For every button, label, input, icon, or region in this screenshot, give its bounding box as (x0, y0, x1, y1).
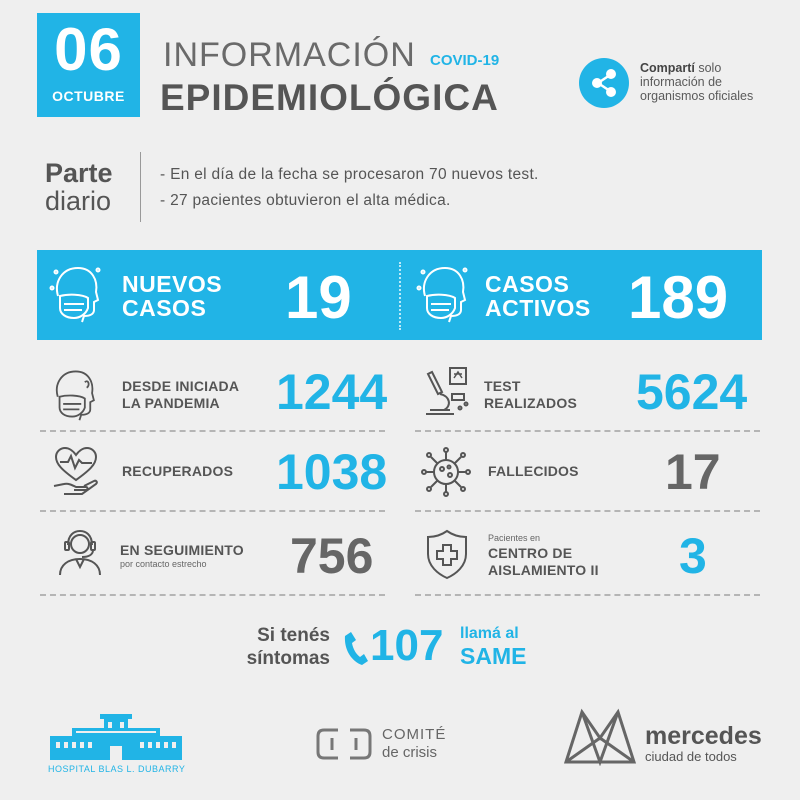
seguimiento-label: EN SEGUIMIENTO (120, 542, 244, 558)
test-line2: REALIZADOS (484, 395, 577, 411)
activos-line2: ACTIVOS (485, 295, 591, 321)
aislamiento-line2: AISLAMIENTO II (488, 562, 599, 578)
recuperados-label: RECUPERADOS (122, 463, 234, 479)
title-line2: EPIDEMIOLÓGICA (160, 77, 499, 118)
pandemia-line1: DESDE INICIADA (122, 378, 240, 394)
date-day: 06 (54, 16, 123, 83)
recuperados-value: 1038 (276, 444, 388, 500)
nuevos-label (122, 272, 222, 320)
activos-value: 189 (628, 264, 729, 331)
heart-hand-icon (52, 446, 100, 503)
row-divider (40, 430, 385, 432)
seguimiento-value: 756 (290, 528, 374, 584)
banner-divider (399, 262, 401, 330)
sintomas-line1: Si tenés (257, 625, 330, 646)
row-divider (415, 510, 760, 512)
test-value: 5624 (636, 364, 748, 420)
operator-headset-icon (56, 527, 104, 582)
comite-line2: de crisis (382, 744, 438, 761)
share-rest: solo (694, 61, 722, 75)
nuevos-line2: CASOS (122, 295, 207, 321)
parte-lines (160, 162, 539, 214)
share-icon[interactable] (579, 58, 629, 108)
aislamiento-pre: Pacientes en (488, 533, 541, 543)
parte-line: - En el día de la fecha se procesaron 70 nuevos test. (160, 166, 539, 183)
same-text: SAME (460, 643, 527, 669)
comite-logo-icon (314, 724, 374, 769)
nuevos-line1: NUEVOS (122, 271, 223, 297)
aislamiento-label (488, 545, 599, 579)
share-line2: información de (640, 75, 722, 89)
hospital-logo-icon (46, 712, 186, 767)
virus-icon (420, 446, 472, 503)
row-divider (40, 510, 385, 512)
date-badge (37, 13, 140, 117)
pandemia-label (122, 378, 239, 412)
pandemia-line2: LA PANDEMIA (122, 395, 220, 411)
mask-face-icon (48, 262, 104, 329)
covid-tag: COVID-19 (430, 52, 500, 69)
test-label (484, 378, 577, 412)
parte-word: Parte (45, 158, 113, 188)
activos-label (485, 272, 591, 320)
seguimiento-sub: por contacto estrecho (120, 559, 207, 569)
comite-line1: COMITÉ (382, 726, 447, 743)
llama-text: llamá al (460, 625, 519, 642)
nuevos-value: 19 (285, 264, 352, 331)
pandemia-value: 1244 (276, 364, 388, 420)
test-line1: TEST (484, 378, 521, 394)
aislamiento-line1: CENTRO DE (488, 545, 573, 561)
row-divider (415, 430, 760, 432)
parte-line: - 27 pacientes obtuvieron el alta médica. (160, 192, 451, 209)
sintomas-line2: síntomas (246, 648, 330, 669)
share-bold: Compartí (640, 61, 695, 75)
shield-cross-icon (424, 528, 470, 585)
row-divider (40, 594, 385, 596)
parte-divider (140, 152, 141, 222)
date-month: OCTUBRE (52, 88, 125, 104)
sintomas-text (236, 624, 330, 670)
mask-face-icon (415, 262, 471, 329)
share-line3: organismos oficiales (640, 89, 754, 103)
mercedes-sub: ciudad de todos (645, 749, 737, 764)
mercedes-logo-icon (562, 708, 638, 771)
fallecidos-label: FALLECIDOS (488, 463, 579, 479)
mercedes-name: mercedes (645, 722, 762, 750)
title-line1: INFORMACIÓN (163, 36, 416, 74)
microscope-icon (420, 364, 472, 425)
phone-number: 107 (370, 621, 444, 670)
mask-face-icon (48, 366, 100, 427)
hospital-name: HOSPITAL BLAS L. DUBARRY (48, 764, 186, 774)
phone-icon (343, 630, 369, 671)
activos-line1: CASOS (485, 271, 570, 297)
row-divider (415, 594, 760, 596)
share-note (640, 61, 790, 103)
fallecidos-value: 17 (665, 444, 721, 500)
aislamiento-value: 3 (679, 528, 707, 584)
diario-word: diario (45, 186, 112, 216)
